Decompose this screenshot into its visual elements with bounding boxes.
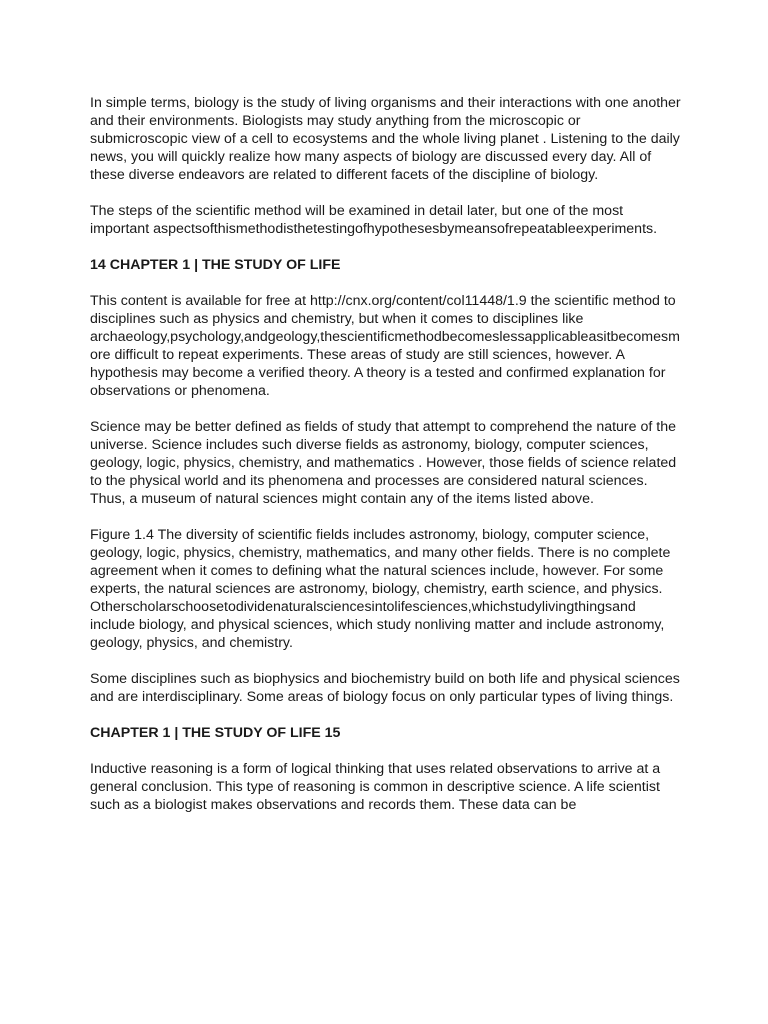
- paragraph-interdisciplinary: Some disciplines such as biophysics and biochemistry build on both life and physical sciences and are interdisciplinary. Some areas of biology focus on only particular types of living things.: [90, 671, 680, 705]
- paragraph-scientific-method: The steps of the scientific method will be examined in detail later, but one of the most important aspectsofthismethodisthetestingofhypothesesbymeansofrepeatableexperiments.: [90, 203, 658, 237]
- paragraph-content-availability: This content is available for free at http://cnx.org/content/col11448/1.9 the scientific method to disciplines such as physics and chemistry, but when it comes to disciplines like archaeology,psychology,andgeology,thescientificmethodbecomeslessapplicableasitbecomesmore difficult to repeat experiments. These areas of study are still sciences, however. A hypothesis may become a verified theory. A theory is a tested and confirmed explanation for observations or phenomena.: [90, 293, 680, 399]
- chapter-heading-page-14: 14 CHAPTER 1 | THE STUDY OF LIFE: [90, 257, 341, 273]
- document-page: [90, 94, 682, 832]
- paragraph-figure-caption: Figure 1.4 The diversity of scientific fields includes astronomy, biology, computer science, geology, logic, physics, chemistry, mathematics, and many other fields. There is no complete agreement when it comes to defining what the natural sciences include, however. For some experts, the natural sciences are astronomy, biology, chemistry, earth science, and physics. Otherscholarschoosetodividenaturalsciencesintolifesciences,whichstudylivingthingsand include biology, and physical sciences, which study nonliving matter and include astronomy, geology, physics, and chemistry.: [90, 527, 671, 651]
- paragraph-inductive-reasoning: Inductive reasoning is a form of logical thinking that uses related observations to arrive at a general conclusion. This type of reasoning is common in descriptive science. A life scientist such as a biologist makes observations and records them. These data can be: [90, 761, 661, 813]
- chapter-heading-page-15: CHAPTER 1 | THE STUDY OF LIFE 15: [90, 725, 341, 741]
- paragraph-biology-definition: In simple terms, biology is the study of living organisms and their interactions with one another and their environments. Biologists may study anything from the microscopic or submicroscopic view of a cell to ecosystems and the whole living planet . Listening to the daily news, you will quickly realize how many aspects of biology are discussed every day. All of these diverse endeavors are related to different facets of the discipline of biology.: [90, 95, 681, 183]
- paragraph-science-definition: Science may be better defined as fields of study that attempt to comprehend the nature of the universe. Science includes such diverse fields as astronomy, biology, computer sciences, geology, logic, physics, chemistry, and mathematics . However, those fields of science related to the physical world and its phenomena and processes are considered natural sciences. Thus, a museum of natural sciences might contain any of the items listed above.: [90, 419, 677, 507]
